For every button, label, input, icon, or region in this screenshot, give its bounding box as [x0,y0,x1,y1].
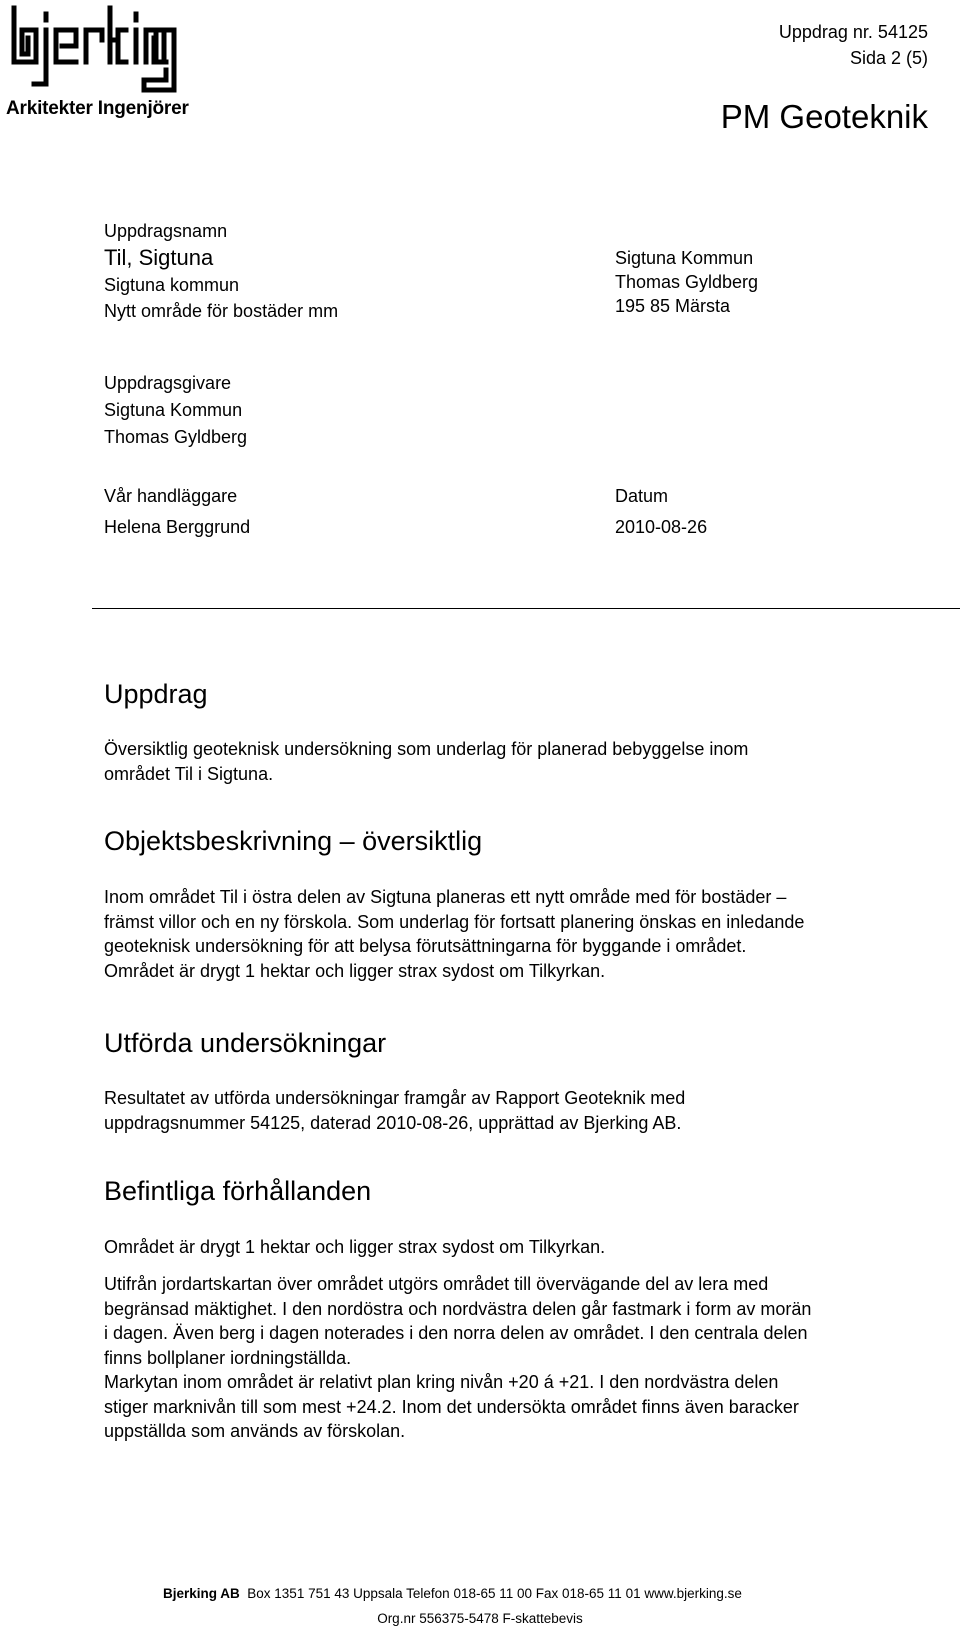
section-heading-objekt: Objektsbeskrivning – översiktlig [104,826,483,856]
client-person: Thomas Gyldberg [104,427,248,447]
section-heading-utforda: Utförda undersökningar [104,1028,387,1058]
client-block [104,370,247,451]
date-value: 2010-08-26 [615,517,708,537]
client-org: Sigtuna Kommun [104,400,243,420]
text-line: området Til i Sigtuna. [104,763,274,784]
text-line: Utifrån jordartskartan över området utgörs området till övervägande del av lera med [104,1274,769,1294]
divider-line [92,608,960,609]
handler-label: Vår handläggare [104,486,238,506]
text-line: finns bollplaner iordningställda. [104,1347,352,1368]
recipient-line: Thomas Gyldberg [615,272,759,292]
text-line: i dagen. Även berg i dagen noterades i den norra delen av området. I den centrala delen [104,1323,808,1343]
recipient-address [615,246,758,318]
text-line: Resultatet av utförda undersökningar framgår av Rapport Geoteknik med [104,1088,686,1108]
text-line: uppställda som används av förskolan. [104,1421,406,1441]
company-logo [4,4,194,122]
text-line: Översiktlig geoteknisk undersökning som underlag för planerad bebyggelse inom [104,739,749,759]
date-label: Datum [615,486,669,506]
footer-company: Bjerking AB [163,1586,240,1601]
recipient-line: Sigtuna Kommun [615,248,754,268]
assignment-description: Nytt område för bostäder mm [104,301,339,321]
text-line: Inom området Til i östra delen av Sigtuna planeras ett nytt område med för bostäder – [104,887,787,907]
section-heading-befintliga: Befintliga förhållanden [104,1176,372,1206]
client-label: Uppdragsgivare [104,373,232,393]
text-line: begränsad mäktighet. I den nordöstra och nordvästra delen går fastmark i form av morän [104,1298,812,1319]
text-line: Området är drygt 1 hektar och ligger strax sydost om Tilkyrkan. [104,960,606,981]
section-body-utforda [104,1086,934,1135]
assignment-number: Uppdrag nr. 54125 [778,22,928,42]
document-title: PM Geoteknik [720,98,928,135]
page-number: Sida 2 (5) [849,48,928,68]
text-line: Området är drygt 1 hektar och ligger strax sydost om Tilkyrkan. [104,1237,606,1257]
assignment-name: Til, Sigtuna [104,245,214,270]
section-body-uppdrag [104,737,934,786]
footer-orgnr: Org.nr 556375-5478 F-skattebevis [377,1611,583,1626]
text-line: geoteknisk undersökning för att belysa förutsättningarna för byggande i området. [104,936,747,956]
assignment-block [104,218,338,324]
handler-block [104,481,250,543]
section-heading-uppdrag: Uppdrag [104,679,208,709]
section-body-befintliga-p1 [104,1235,934,1260]
text-line: främst villor och en ny förskola. Som underlag för fortsatt planering önskas en inledande [104,911,805,932]
logo-subtitle: Arkitekter Ingenjörer [6,98,189,119]
assignment-municipality: Sigtuna kommun [104,275,240,295]
section-body-objekt [104,885,934,983]
date-block [615,481,707,543]
footer-address: Box 1351 751 43 Uppsala Telefon 018-65 11 00 Fax 018-65 11 01 www.bjerking.se [247,1586,742,1601]
recipient-line: 195 85 Märsta [615,296,731,316]
text-line: uppdragsnummer 54125, daterad 2010-08-26, upprättad av Bjerking AB. [104,1112,682,1133]
handler-name: Helena Berggrund [104,517,251,537]
text-line: Markytan inom området är relativt plan kring nivån +20 á +21. I den nordvästra delen [104,1372,779,1392]
assignment-label: Uppdragsnamn [104,221,228,241]
text-line: stiger marknivån till som mest +24.2. Inom det undersökta området finns även baracker [104,1396,799,1417]
footer-contact-line [163,1586,742,1601]
section-body-befintliga-p2 [104,1272,934,1444]
logo-mark-icon [4,4,179,96]
